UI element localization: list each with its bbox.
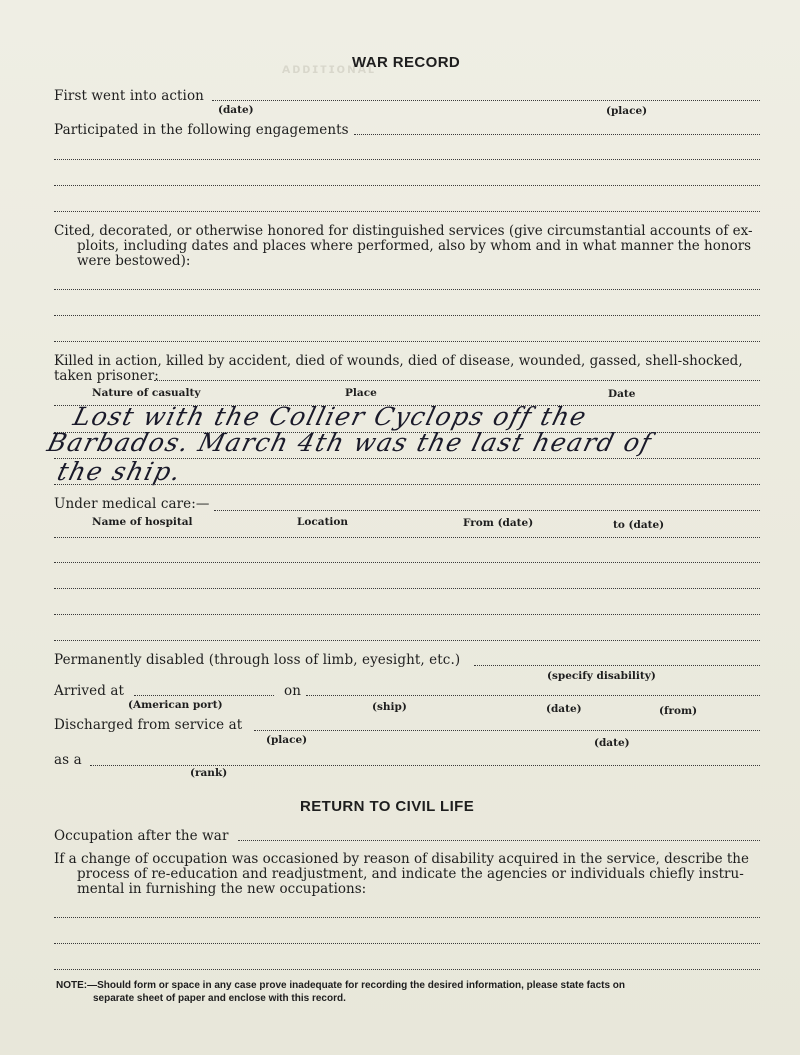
first-action-place-caption: (place) [606, 105, 648, 117]
engagements-line[interactable] [54, 159, 760, 160]
first-action-line[interactable] [212, 100, 760, 101]
footnote-line-2: separate sheet of paper and enclose with this record. [93, 993, 346, 1004]
discharged-date-caption: (date) [594, 737, 630, 749]
cited-instructions [54, 224, 753, 269]
medical-entry-line[interactable] [54, 562, 760, 563]
engagements-line[interactable] [54, 211, 760, 212]
engagements-line[interactable] [354, 134, 760, 135]
col-hospital: Name of hospital [92, 516, 193, 528]
first-action-label: First went into action [54, 88, 204, 104]
first-action-date-caption: (date) [218, 104, 254, 116]
casualty-line-2: taken prisoner: [54, 368, 159, 384]
arrived-from-caption: (from) [659, 705, 698, 717]
medical-entry-line[interactable] [54, 614, 760, 615]
arrived-ship-caption: (ship) [372, 701, 407, 713]
cited-line[interactable] [54, 289, 760, 290]
cited-line[interactable] [54, 315, 760, 316]
arrived-label: Arrived at [54, 683, 124, 699]
cited-line-1: Cited, decorated, or otherwise honored for distinguished services (give circumstantial accounts of ex- [54, 223, 753, 239]
medical-care-label: Under medical care:— [54, 496, 210, 512]
col-from-date: From (date) [463, 517, 534, 529]
col-location: Location [297, 516, 349, 528]
rank-label: as a [54, 752, 82, 768]
change-instructions [54, 852, 749, 897]
disabled-caption: (specify disability) [547, 670, 656, 682]
col-date: Date [608, 388, 636, 400]
medical-line[interactable] [214, 510, 760, 511]
arrived-on-label: on [284, 683, 302, 699]
arrived-port-caption: (American port) [128, 699, 223, 711]
handwritten-entry-line-3: the ship. [54, 457, 185, 486]
footnote-line-1: NOTE:—Should form or space in any case prove inadequate for recording the desired information, please state facts on [56, 980, 626, 991]
medical-entry-line[interactable] [54, 537, 760, 538]
page-title: WAR RECORD [352, 54, 461, 71]
rank-line[interactable] [90, 765, 760, 766]
occupation-label: Occupation after the war [54, 828, 229, 844]
rank-caption: (rank) [190, 767, 228, 779]
change-line[interactable] [54, 917, 760, 918]
bleed-through-mark: ᴀᴅᴅɪᴛɪᴏɴᴀʟ [282, 60, 377, 76]
casualty-line[interactable] [154, 380, 760, 381]
disabled-line[interactable] [474, 665, 760, 666]
change-line[interactable] [54, 943, 760, 944]
medical-entry-line[interactable] [54, 588, 760, 589]
change-line-1: If a change of occupation was occasioned by reason of disability acquired in the service, describe the [54, 851, 749, 867]
discharged-label: Discharged from service at [54, 717, 243, 733]
disabled-label: Permanently disabled (through loss of limb, eyesight, etc.) [54, 652, 461, 668]
cited-line-2: ploits, including dates and places where performed, also by whom and in what manner the honors [77, 238, 752, 254]
change-line-2: process of re-education and readjustment, and indicate the agencies or individuals chiefly instru- [77, 866, 744, 882]
casualty-line-1: Killed in action, killed by accident, died of wounds, died of disease, wounded, gassed, shell-shocked, [54, 353, 743, 369]
cited-line[interactable] [54, 341, 760, 342]
occupation-line[interactable] [238, 840, 760, 841]
handwritten-entry-line-2: Barbados. March 4th was the last heard of [44, 428, 656, 457]
col-nature-of-casualty: Nature of casualty [92, 387, 201, 399]
arrived-port-line[interactable] [134, 695, 274, 696]
medical-entry-line[interactable] [54, 640, 760, 641]
cited-line-3: were bestowed): [77, 253, 191, 269]
engagements-line[interactable] [54, 185, 760, 186]
civil-life-heading: RETURN TO CIVIL LIFE [300, 798, 475, 815]
arrived-date-caption: (date) [546, 703, 582, 715]
discharged-line[interactable] [254, 730, 760, 731]
arrived-ship-line[interactable] [306, 695, 760, 696]
handwritten-entry-line-1: Lost with the Collier Cyclops off the [70, 402, 591, 431]
col-to-date: to (date) [613, 519, 665, 531]
discharged-place-caption: (place) [266, 734, 308, 746]
change-line-3: mental in furnishing the new occupations: [77, 881, 367, 897]
footnote [56, 979, 625, 1005]
change-line[interactable] [54, 969, 760, 970]
engagements-label: Participated in the following engagements [54, 122, 349, 138]
col-place: Place [345, 387, 377, 399]
